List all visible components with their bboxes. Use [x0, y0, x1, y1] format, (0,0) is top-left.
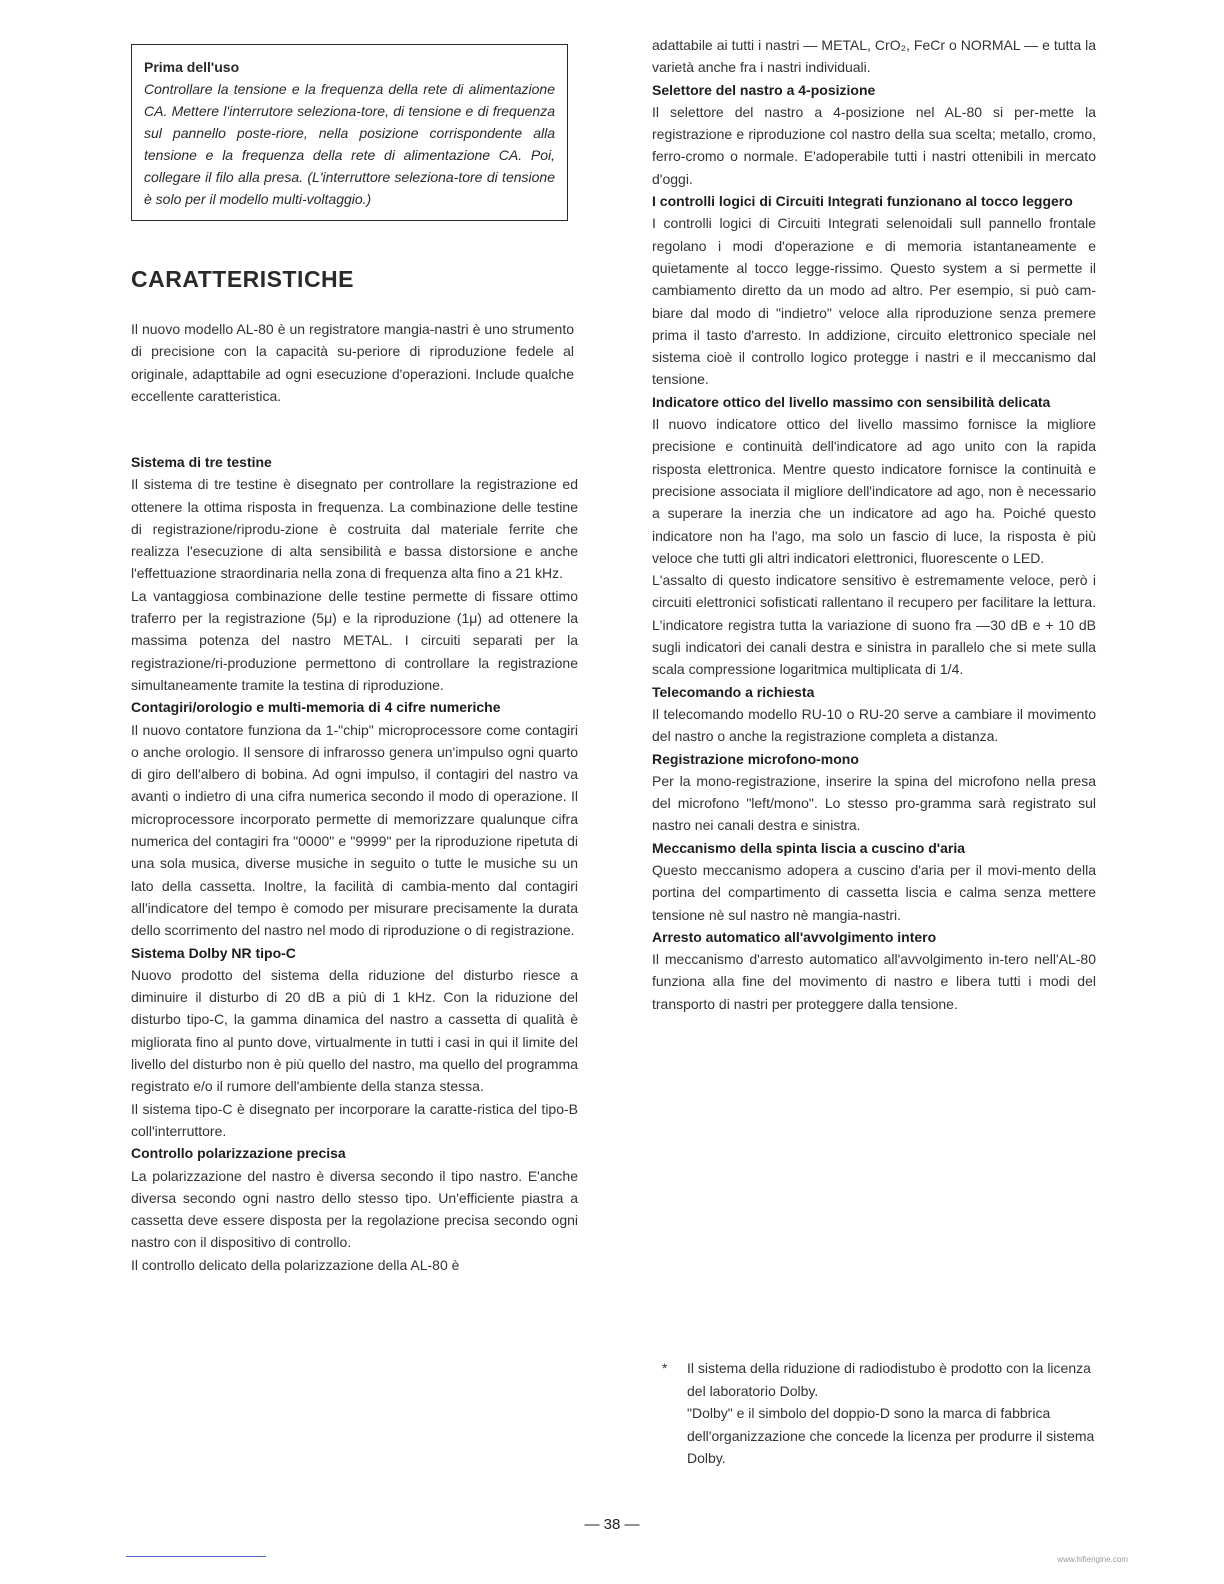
section-paragraph: Il nuovo indicatore ottico del livello massimo fornisce la migliore precisione e continuità dell'indicatore ad ago unito con la rapida risposta elettronica. Mentre questo indicatore fornisce la continuità e precisione associata il migliore dell'indicatore ad ago, non è necessario a superare la inerzia che un indicatore ad ago ha. Poiché questo indicatore non ha l'ago, ma solo un fascio di luce, la risposta è più veloce che tutti gli altri indicatori elettronici, fluorescente o LED.: [652, 416, 1096, 566]
section: [131, 942, 578, 1143]
footer-rule: [126, 1556, 266, 1557]
section-heading: Sistema di tre testine: [131, 454, 272, 470]
section-paragraph: La vantaggiosa combinazione delle testine permette di fissare ottimo traferro per la registrazione (5μ) e la riproduzione (1μ) ad ottenere la massima potenza del nastro METAL. I circuiti separati per la registrazione/ri-produzione permettono di controllare la registrazione simultaneamente tramite la testina di riproduzione.: [131, 587, 578, 693]
footnote: [662, 1357, 1102, 1470]
footnote-text: Il sistema della riduzione di radiodistubo è prodotto con la licenza del laboratorio Dolby.: [687, 1360, 1091, 1399]
section-paragraph: Il telecomando modello RU-10 o RU-20 serve a cambiare il movimento del nastro o anche la registrazione completa a distanza.: [652, 705, 1096, 745]
section-heading: Meccanismo della spinta liscia a cuscino d'aria: [652, 839, 966, 856]
footnote-marker: *: [662, 1360, 668, 1376]
notice-title: Prima dell'uso: [144, 59, 240, 75]
section: [652, 190, 1096, 391]
section-paragraph: I controlli logici di Circuiti Integrati selenoidali sull pannello frontale regolano i modi d'operazione e di memoria istantaneamente e quietamente al tocco legge-rissimo. Questo system a si permette il cambiamento diretto da un modo ad altro. Per esempio, si può cam-biare dal modo di "indietro" veloce alla riproduzione senza premere prima il tasto d'arresto. In addizione, circuito elettronico speciale nel sistema cioè il controllo logico protegge i nastri e il meccanismo dal tensione.: [652, 215, 1096, 388]
page-title: CARATTERISTICHE: [131, 266, 355, 292]
section: [652, 681, 1096, 748]
section-heading: Indicatore ottico del livello massimo con sensibilità delicata: [652, 393, 1051, 410]
section-heading: Telecomando a richiesta: [652, 683, 815, 700]
watermark: www.hifiengine.com: [1057, 1555, 1128, 1564]
notice-body: Controllare la tensione e la frequenza della rete di alimentazione CA. Mettere l'interrutore seleziona-tore, di tensione e di frequenza sul pannello poste-riore, nella posizione corrispondente alla tensione e la frequenza della rete di alimentazione CA. Poi, collegare il filo alla presa. (L'interruttore seleziona-tore di tensione è solo per il modello multi-voltaggio.): [144, 81, 555, 207]
section-paragraph: Il controllo delicato della polarizzazione della AL-80 è: [131, 1256, 460, 1273]
section: [131, 451, 578, 696]
section-heading: Registrazione microfono-mono: [652, 750, 859, 767]
continued-paragraph: adattabile ai tutti i nastri — METAL, CrO₂, FeCr o NORMAL — e tutta la varietà anche fra i nastri individuali.: [652, 37, 1096, 76]
right-column: [652, 34, 1096, 1015]
intro-paragraph: Il nuovo modello AL-80 è un registratore mangia-nastri è uno strumento di precisione con la capacità su-periore di riproduzione fedele al originale, adapttabile ad ogni esecuzione d'operazioni. Include qualche eccellente caratteristica.: [131, 321, 574, 404]
section-heading: Contagiri/orologio e multi-memoria di 4 cifre numeriche: [131, 699, 501, 716]
section-heading: I controlli logici di Circuiti Integrati funzionano al tocco leggero: [652, 193, 1073, 210]
section: [652, 391, 1096, 681]
section-paragraph: Per la mono-registrazione, inserire la spina del microfono nella presa del microfono "left/mono". Lo stesso pro-gramma sarà registrato sul nastro nei canali destra e sinistra.: [652, 772, 1096, 834]
section: [131, 1142, 578, 1276]
section-heading: Selettore del nastro a 4-posizione: [652, 81, 876, 98]
page-number: — 38 —: [584, 1516, 640, 1533]
section: [652, 926, 1096, 1015]
section: [131, 696, 578, 941]
section-paragraph: Il sistema di tre testine è disegnato per controllare la registrazione ed ottenere la ottima risposta in frequenza. La combinazione delle testine di registrazione/riprodu-zione è costruita dal materiale ferrite che realizza l'esecuzione di alta sensibilità e bassa distorsione e anche l'effettuazione straordinaria nella zona di frequenza alta fino a 21 kHz.: [131, 476, 578, 582]
left-column: [131, 451, 578, 1276]
notice-box: [131, 44, 568, 221]
intro: [131, 318, 574, 407]
section-paragraph: Questo meccanismo adopera a cuscino d'aria per il movi-mento della portina del compartimento di cassetta liscia e calma senza mettere tensione nè sul nastro nè mangia-nastri.: [652, 861, 1096, 923]
section-heading: Arresto automatico all'avvolgimento intero: [652, 928, 937, 945]
section-paragraph: Il meccanismo d'arresto automatico all'avvolgimento in-tero nell'AL-80 funziona alla fine del movimento di nastro e libera tutti i modi del transporto di nastri per proteggere dalla tensione.: [652, 951, 1096, 1012]
section-paragraph: Il nuovo contatore funziona da 1-"chip" microprocessore come contagiri o anche orologio. Il sensore di infrarosso genera un'impulso ogni quarto di giro dell'albero di bobina. Ad ogni impulso, il contagiri del nastro va avanti o indietro di una cifra numerica secondo il modo di operazione. Il microprocessore incorporato permette di memorizzare qualunque cifra numerica del contagiri fra "0000" e "9999" per la riproduzione ripetuta di una sola musica, diverse musiche in seguito o tutte le musiche su un lato della cassetta. Inoltre, la facilità di cambia-mento dal contagiri all'indicatore del tempo è comodo per misurare precisamente la durata dello scorrimento del nastro nel modo di riproduzione o di registrazione.: [131, 721, 578, 939]
section-paragraph: La polarizzazione del nastro è diversa secondo il tipo nastro. E'anche diversa secondo ogni nastro dello stesso tipo. Un'efficiente piastra a cassetta deve essere disposta per la regolazione precisa secondo ogni nastro con il dispositivo di controllo.: [131, 1167, 578, 1251]
section-paragraph: Nuovo prodotto del sistema della riduzione del disturbo riesce a diminuire il disturbo di 20 dB a più di 1 kHz. Con la riduzione del disturbo tipo-C, la gamma dinamica del nastro a cassetta di qualità è migliorata fino al punto dove, virtualmente in tutti i casi in qui il limite del livello del disturbo non è più quello del nastro, ma quello del programma registrato e/o il rumore dell'ambiente della stanza stessa.: [131, 966, 578, 1095]
section: [652, 79, 1096, 190]
section-heading: Controllo polarizzazione precisa: [131, 1145, 346, 1162]
section-heading: Sistema Dolby NR tipo-C: [131, 944, 296, 961]
section: [652, 837, 1096, 926]
section: [652, 748, 1096, 837]
section-paragraph: Il sistema tipo-C è disegnato per incorporare la caratte-ristica del tipo-B coll'interruttore.: [131, 1100, 578, 1139]
section-paragraph: L'assalto di questo indicatore sensitivo è estremamente veloce, però i circuiti elettronici sofisticati rallentano il recupero per facilitare la lettura. L'indicatore registra tutta la variazione di suono fra —30 dB e + 10 dB sugli indicatori dei canali destra e sinistra in parallelo che si mete sulla scala compressione logaritmica multiplicata di 1/4.: [652, 572, 1096, 678]
footnote-text: "Dolby" e il simbolo del doppio-D sono la marca di fabbrica dell'organizzazione che concede la licenza per produrre il sistema Dolby.: [687, 1405, 1095, 1466]
section-paragraph: Il selettore del nastro a 4-posizione nel AL-80 si per-mette la registrazione e riproduzione col nastro della sua scelta; metallo, cromo, ferro-cromo o normale. E'adoperabile tutti i nastri ottenibili in mercato d'oggi.: [652, 103, 1096, 187]
